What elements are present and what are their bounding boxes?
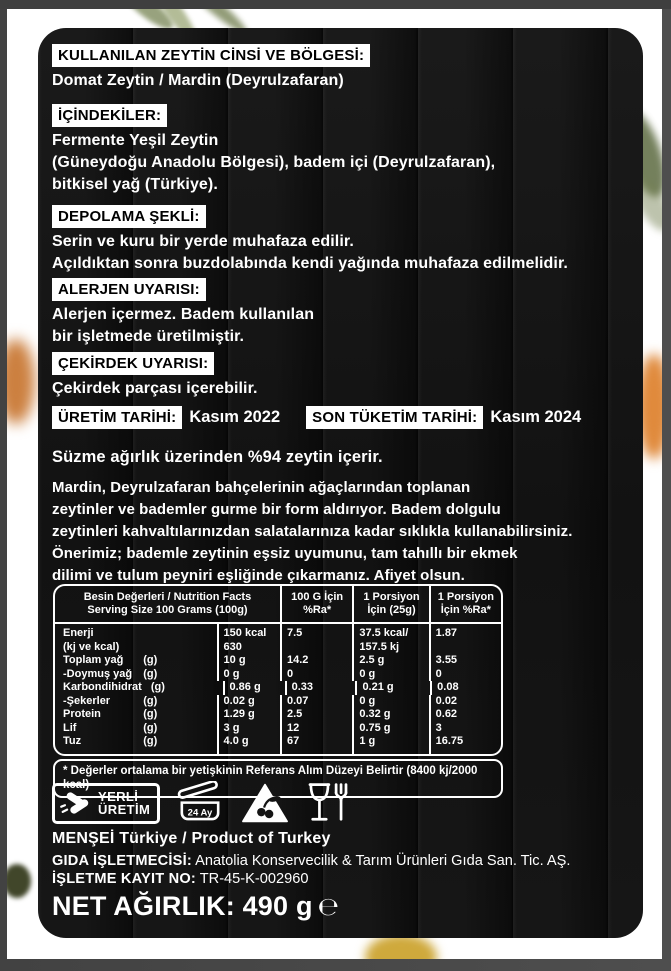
description-line: dilimi ve tulum peyniri eşliğinde çıkarmanız. Afiyet olsun.: [52, 567, 465, 584]
nutrition-table-header: [55, 586, 501, 624]
nutrition-table-box: [53, 584, 503, 756]
section-heading: KULLANILAN ZEYTİN CİNSİ VE BÖLGESİ:: [52, 44, 370, 67]
product-description: [52, 477, 631, 587]
food-operator-label: GIDA İŞLETMECİSİ:: [52, 853, 192, 869]
description-line: Önerimiz; bademle zeytinin eşsiz uyumunu, tam tahıllı bir ekmek: [52, 545, 518, 562]
description-line: Mardin, Deyrulzafaran bahçelerinin ağaçlarından toplanan: [52, 479, 471, 496]
net-weight-label: NET AĞIRLIK:: [52, 891, 235, 921]
table-row: Toplam yağ (g) 10 g 14.2 2.5 g 3.55: [55, 654, 501, 668]
header-cell: 1 Porsiyon İçin (25g): [352, 586, 428, 622]
section-heading: İÇİNDEKİLER:: [52, 104, 167, 127]
section-text: (Güneydoğu Anadolu Bölgesi), badem içi (Deyrulzafaran),: [52, 154, 496, 171]
section-heading: DEPOLAMA ŞEKLİ:: [52, 205, 206, 228]
olive-warning-triangle-icon: [240, 781, 290, 825]
table-row: -Şekerler (g) 0.02 g 0.07 0 g 0.02: [55, 695, 501, 709]
description-line: zeytinleri kahvaltılarınızdan salatalarınıza kadar sıklıkla kullanabilirsiniz.: [52, 523, 573, 540]
food-operator-value: Anatolia Konservecilik & Tarım Ürünleri Gıda San. Tic. AŞ.: [191, 853, 571, 869]
expiry-date-label: SON TÜKETİM TARİHİ:: [306, 406, 483, 429]
section-text: Açıldıktan sonra buzdolabında kendi yağında muhafaza edilmelidir.: [52, 255, 568, 272]
registry-label: İŞLETME KAYIT NO:: [52, 871, 196, 887]
origin-line: MENŞEİ Türkiye / Product of Turkey: [52, 830, 331, 847]
section-olive-type: [52, 44, 631, 92]
nutrition-table: [53, 584, 503, 798]
certification-icons-row: [52, 780, 352, 826]
registry-value: TR-45-K-002960: [195, 871, 309, 887]
nutrition-footnote: * Değerler ortalama bir yetişkinin Referans Alım Düzeyi Belirtir (8400 kj/2000 kcal): [53, 759, 503, 798]
registry-number-line: [52, 871, 631, 887]
label-page: [7, 9, 662, 959]
section-text: Domat Zeytin / Mardin (Deyrulzafaran): [52, 72, 344, 89]
section-text: Çekirdek parçası içerebilir.: [52, 380, 258, 397]
header-cell: Besin Değerleri / Nutrition Facts Serving Size 100 Grams (100g): [83, 591, 252, 616]
open-jar-shelf-life-icon: [174, 781, 226, 826]
olive-content-claim: Süzme ağırlık üzerinden %94 zeytin içerir.: [52, 448, 383, 466]
estimated-sign: ℮: [317, 892, 340, 921]
viewer-top-bar: [0, 0, 671, 9]
table-row: Lif (g) 3 g 12 0.75 g 3: [55, 722, 501, 736]
table-row: Protein (g) 1.29 g 2.5 0.32 g 0.62: [55, 708, 501, 722]
table-row: Enerji (kj ve kcal) 150 kcal 630 7.5 37.5 kcal/ 157.5 kj 1.87: [55, 624, 501, 654]
section-storage: [52, 205, 631, 275]
header-cell: 1 Porsiyon İçin %Ra*: [429, 586, 501, 622]
table-row: Karbondihidrat (g) 0.86 g 0.33 0.21 g 0.08: [55, 681, 501, 695]
section-heading: ÇEKİRDEK UYARISI:: [52, 352, 214, 375]
local-production-badge: [52, 783, 160, 824]
production-date-label: ÜRETİM TARİHİ:: [52, 406, 182, 429]
description-line: zeytinler ve bademler gurme bir form aldırıyor. Badem dolgulu: [52, 501, 501, 518]
svg-text:24 Ay: 24 Ay: [187, 807, 213, 819]
orange-fruit-decoration: [7, 339, 35, 424]
expiry-date-value: Kasım 2024: [490, 408, 582, 426]
net-weight-value: 490 g: [234, 891, 313, 921]
header-cell: 100 G İçin %Ra*: [280, 586, 352, 622]
dates-row: [52, 406, 631, 429]
handshake-icon: [59, 787, 93, 819]
section-text: bir işletmede üretilmiştir.: [52, 328, 245, 345]
section-text: Alerjen içermez. Badem kullanılan: [52, 306, 315, 323]
section-heading: ALERJEN UYARISI:: [52, 278, 206, 301]
local-production-text: YERLİ ÜRETİM: [98, 788, 151, 817]
section-allergen: [52, 278, 631, 348]
food-operator-line: [52, 853, 631, 869]
label-card: [38, 28, 643, 938]
section-pit-warning: [52, 352, 631, 400]
section-ingredients: [52, 104, 631, 196]
section-text: bitkisel yağ (Türkiye).: [52, 176, 218, 193]
net-weight-line: [52, 891, 631, 922]
section-text: Serin ve kuru bir yerde muhafaza edilir.: [52, 233, 354, 250]
production-date-value: Kasım 2022: [189, 408, 281, 426]
table-row: Tuz (g) 4.0 g 67 1 g 16.75: [55, 735, 501, 754]
olive-decoration: [7, 864, 31, 898]
glass-fork-food-safe-icon: [304, 781, 352, 826]
section-text: Fermente Yeşil Zeytin: [52, 132, 219, 149]
table-row: -Doymuş yağ (g) 0 g 0 0 g 0: [55, 668, 501, 682]
